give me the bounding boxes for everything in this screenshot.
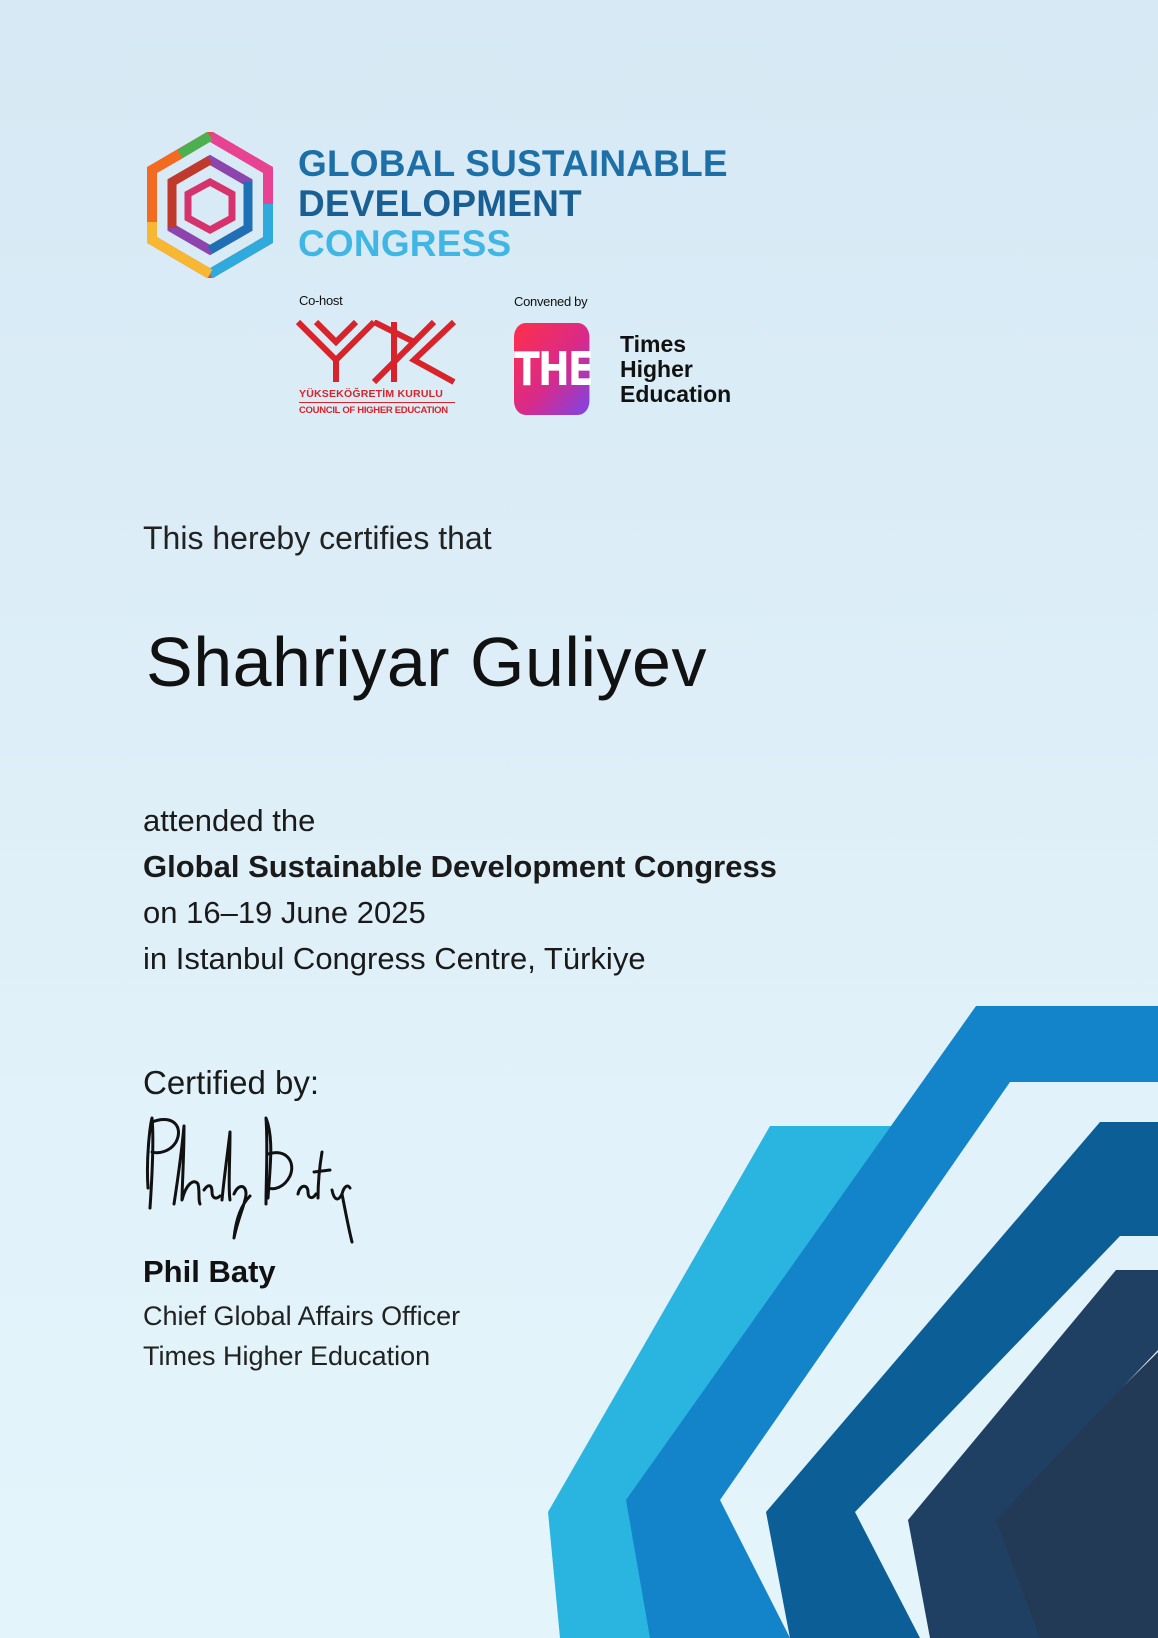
recipient-name: Shahriyar Guliyev (146, 623, 707, 701)
cohost-name-en: COUNCIL OF HIGHER EDUCATION (299, 405, 448, 416)
certifies-intro: This hereby certifies that (143, 520, 492, 556)
congress-title (298, 144, 728, 264)
handwritten-signature (138, 1108, 368, 1248)
attendance-details (143, 798, 777, 982)
congress-title-line3: CONGRESS (298, 223, 512, 264)
event-venue: in Istanbul Congress Centre, Türkiye (143, 941, 646, 976)
the-wordmark-line2: Higher (620, 356, 693, 382)
cohost-name-tr: YÜKSEKÖĞRETİM KURULU (299, 388, 444, 400)
congress-title-line2: DEVELOPMENT (298, 183, 582, 224)
the-wordmark-line1: Times (620, 331, 687, 357)
cohost-label: Co-host (299, 293, 343, 308)
cohost-divider (299, 402, 455, 403)
yok-chevron-logo-icon (296, 320, 456, 385)
signer-organization: Times Higher Education (143, 1341, 431, 1371)
the-wordmark (620, 332, 731, 407)
certified-by-label: Certified by: (143, 1064, 320, 1101)
event-name: Global Sustainable Development Congress (143, 849, 777, 884)
congress-title-line1: GLOBAL SUSTAINABLE (298, 143, 728, 184)
signer-name: Phil Baty (143, 1254, 276, 1289)
signer-title: Chief Global Affairs Officer (143, 1301, 461, 1331)
event-dates: on 16–19 June 2025 (143, 895, 426, 930)
convened-label: Convened by (514, 294, 588, 309)
attended-text: attended the (143, 803, 316, 838)
the-wordmark-line3: Education (620, 381, 732, 407)
hexagon-ring-logo-icon (140, 132, 280, 278)
signer-role (143, 1296, 460, 1376)
the-badge-icon: THE (514, 323, 589, 415)
